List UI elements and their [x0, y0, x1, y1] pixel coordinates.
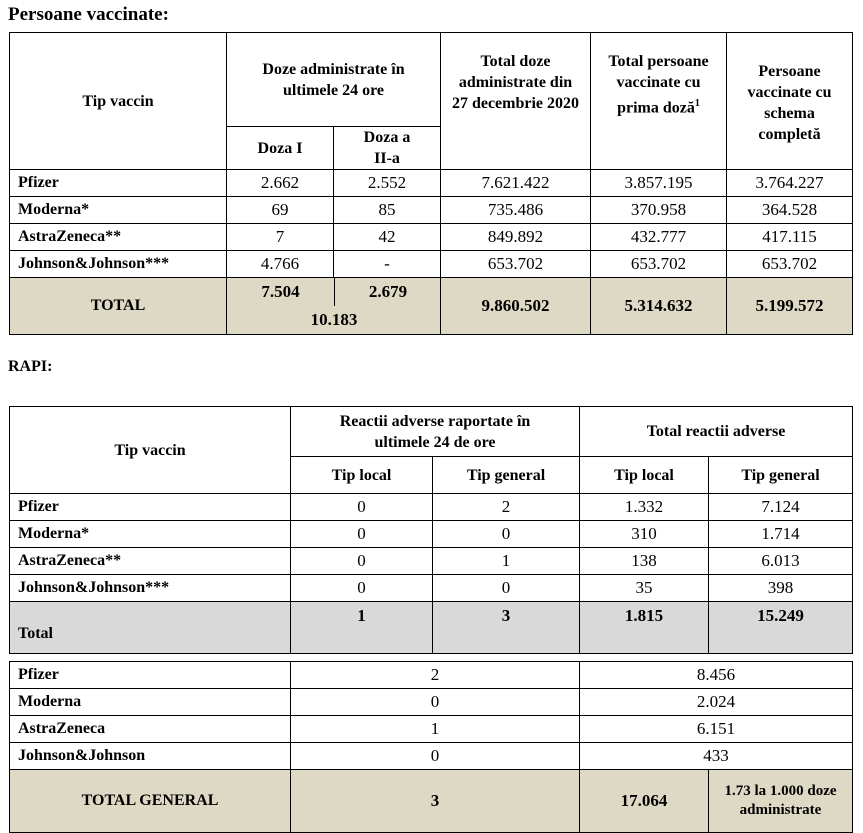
cell-local-total: 310 [580, 521, 709, 548]
cell-local-total: 35 [580, 575, 709, 602]
cell-sum-24h: 2 [291, 662, 580, 689]
cell-local-24h: 0 [291, 494, 433, 521]
total-local-24h: 1 [291, 602, 433, 654]
cell-doza-1: 69 [227, 197, 334, 224]
cell-general-24h: 0 [433, 521, 580, 548]
vaccine-name: Pfizer [10, 494, 291, 521]
col-header-tip-local-total: Tip local [580, 457, 709, 494]
total-general-total: 15.249 [709, 602, 853, 654]
col-header-tip-general-total: Tip general [709, 457, 853, 494]
vaccinated-heading: Persoane vaccinate: [8, 4, 169, 25]
cell-local-total: 1.332 [580, 494, 709, 521]
cell-sum-total: 8.456 [580, 662, 853, 689]
vaccine-name: Johnson&Johnson [10, 743, 291, 770]
table-row [10, 743, 853, 770]
col-header-tip-local-24h: Tip local [291, 457, 433, 494]
cell-doza-1: 7 [227, 224, 334, 251]
cell-general-total: 398 [709, 575, 853, 602]
vaccine-name: Moderna* [10, 521, 291, 548]
section-spacer [10, 654, 853, 662]
vaccine-name: AstraZeneca [10, 716, 291, 743]
cell-general-24h: 1 [433, 548, 580, 575]
vaccinated-table [9, 32, 853, 335]
total-general-24h: 3 [291, 770, 580, 833]
total-doza-1: 7.504 [227, 278, 335, 306]
table-row [10, 548, 853, 575]
cell-total-doze: 849.892 [441, 224, 591, 251]
cell-schema: 417.115 [727, 224, 853, 251]
rapi-heading: RAPI: [8, 358, 53, 375]
table-row [10, 716, 853, 743]
cell-sum-24h: 0 [291, 689, 580, 716]
vaccine-name: AstraZeneca** [10, 548, 291, 575]
rapi-table [9, 406, 853, 833]
cell-doza-2: 42 [334, 224, 441, 251]
total-local-total: 1.815 [580, 602, 709, 654]
total-total-doze: 9.860.502 [441, 278, 591, 335]
total-doze-24h [227, 278, 441, 335]
total-label: Total [10, 602, 291, 654]
table-row [10, 197, 853, 224]
total-total-prima: 5.314.632 [591, 278, 727, 335]
vaccine-name: Moderna* [10, 197, 227, 224]
cell-general-total: 7.124 [709, 494, 853, 521]
total-row [10, 278, 853, 335]
col-header-total-doze: Total doze administrate din 27 decembrie 2020 [441, 33, 591, 170]
col-header-total-prima-doza: Total persoane vaccinate cu prima doză$^1$ [591, 33, 727, 170]
total-doza-2: 2.679 [368, 282, 408, 301]
col-header-total-reactii: Total reactii adverse [580, 407, 853, 457]
cell-total-prima: 3.857.195 [591, 170, 727, 197]
cell-total-prima: 370.958 [591, 197, 727, 224]
cell-schema: 364.528 [727, 197, 853, 224]
cell-doza-2: - [334, 251, 441, 278]
col-header-doze-24h: Doze administrate în ultimele 24 ore [227, 33, 441, 127]
cell-local-total: 138 [580, 548, 709, 575]
cell-doza-2: 85 [334, 197, 441, 224]
cell-doza-1: 4.766 [227, 251, 334, 278]
cell-schema: 653.702 [727, 251, 853, 278]
table-row [10, 662, 853, 689]
col-header-doza-1: Doza I [227, 127, 334, 170]
cell-sum-total: 6.151 [580, 716, 853, 743]
cell-local-24h: 0 [291, 521, 433, 548]
cell-sum-total: 433 [580, 743, 853, 770]
total-general-total: 17.064 [580, 770, 709, 833]
total-label: TOTAL [10, 278, 227, 335]
vaccine-name: Johnson&Johnson*** [10, 575, 291, 602]
cell-local-24h: 0 [291, 575, 433, 602]
cell-total-doze: 7.621.422 [441, 170, 591, 197]
cell-general-total: 6.013 [709, 548, 853, 575]
total-row [10, 602, 853, 654]
cell-sum-total: 2.024 [580, 689, 853, 716]
cell-local-24h: 0 [291, 548, 433, 575]
vaccine-name: Pfizer [10, 170, 227, 197]
table-row [10, 251, 853, 278]
cell-total-prima: 432.777 [591, 224, 727, 251]
total-general-row [10, 770, 853, 833]
vaccine-name: Moderna [10, 689, 291, 716]
cell-total-doze: 735.486 [441, 197, 591, 224]
cell-general-total: 1.714 [709, 521, 853, 548]
vaccine-name: Pfizer [10, 662, 291, 689]
table-row [10, 224, 853, 251]
cell-schema: 3.764.227 [727, 170, 853, 197]
total-doze-sum: 10.183 [310, 310, 358, 329]
cell-sum-24h: 0 [291, 743, 580, 770]
cell-doza-1: 2.662 [227, 170, 334, 197]
col-header-reactii-24h: Reactii adverse raportate în ultimele 24 de ore [291, 407, 580, 457]
cell-doza-2: 2.552 [334, 170, 441, 197]
cell-sum-24h: 1 [291, 716, 580, 743]
table-row [10, 689, 853, 716]
vaccine-name: AstraZeneca** [10, 224, 227, 251]
col-header-tip-vaccin: Tip vaccin [10, 407, 291, 494]
table-row [10, 521, 853, 548]
total-general-24h: 3 [433, 602, 580, 654]
col-header-tip-vaccin: Tip vaccin [10, 33, 227, 170]
total-general-rate: 1.73 la 1.000 doze administrate [709, 770, 853, 833]
col-header-tip-general-24h: Tip general [433, 457, 580, 494]
col-header-doza-2: Doza a II-a [334, 127, 441, 170]
total-schema: 5.199.572 [727, 278, 853, 335]
vaccine-name: Johnson&Johnson*** [10, 251, 227, 278]
cell-general-24h: 2 [433, 494, 580, 521]
cell-total-prima: 653.702 [591, 251, 727, 278]
table-row [10, 575, 853, 602]
table-row [10, 494, 853, 521]
cell-general-24h: 0 [433, 575, 580, 602]
col-header-schema-completa: Persoane vaccinate cu schema completă [727, 33, 853, 170]
cell-total-doze: 653.702 [441, 251, 591, 278]
table-row [10, 170, 853, 197]
total-general-label: TOTAL GENERAL [10, 770, 291, 833]
